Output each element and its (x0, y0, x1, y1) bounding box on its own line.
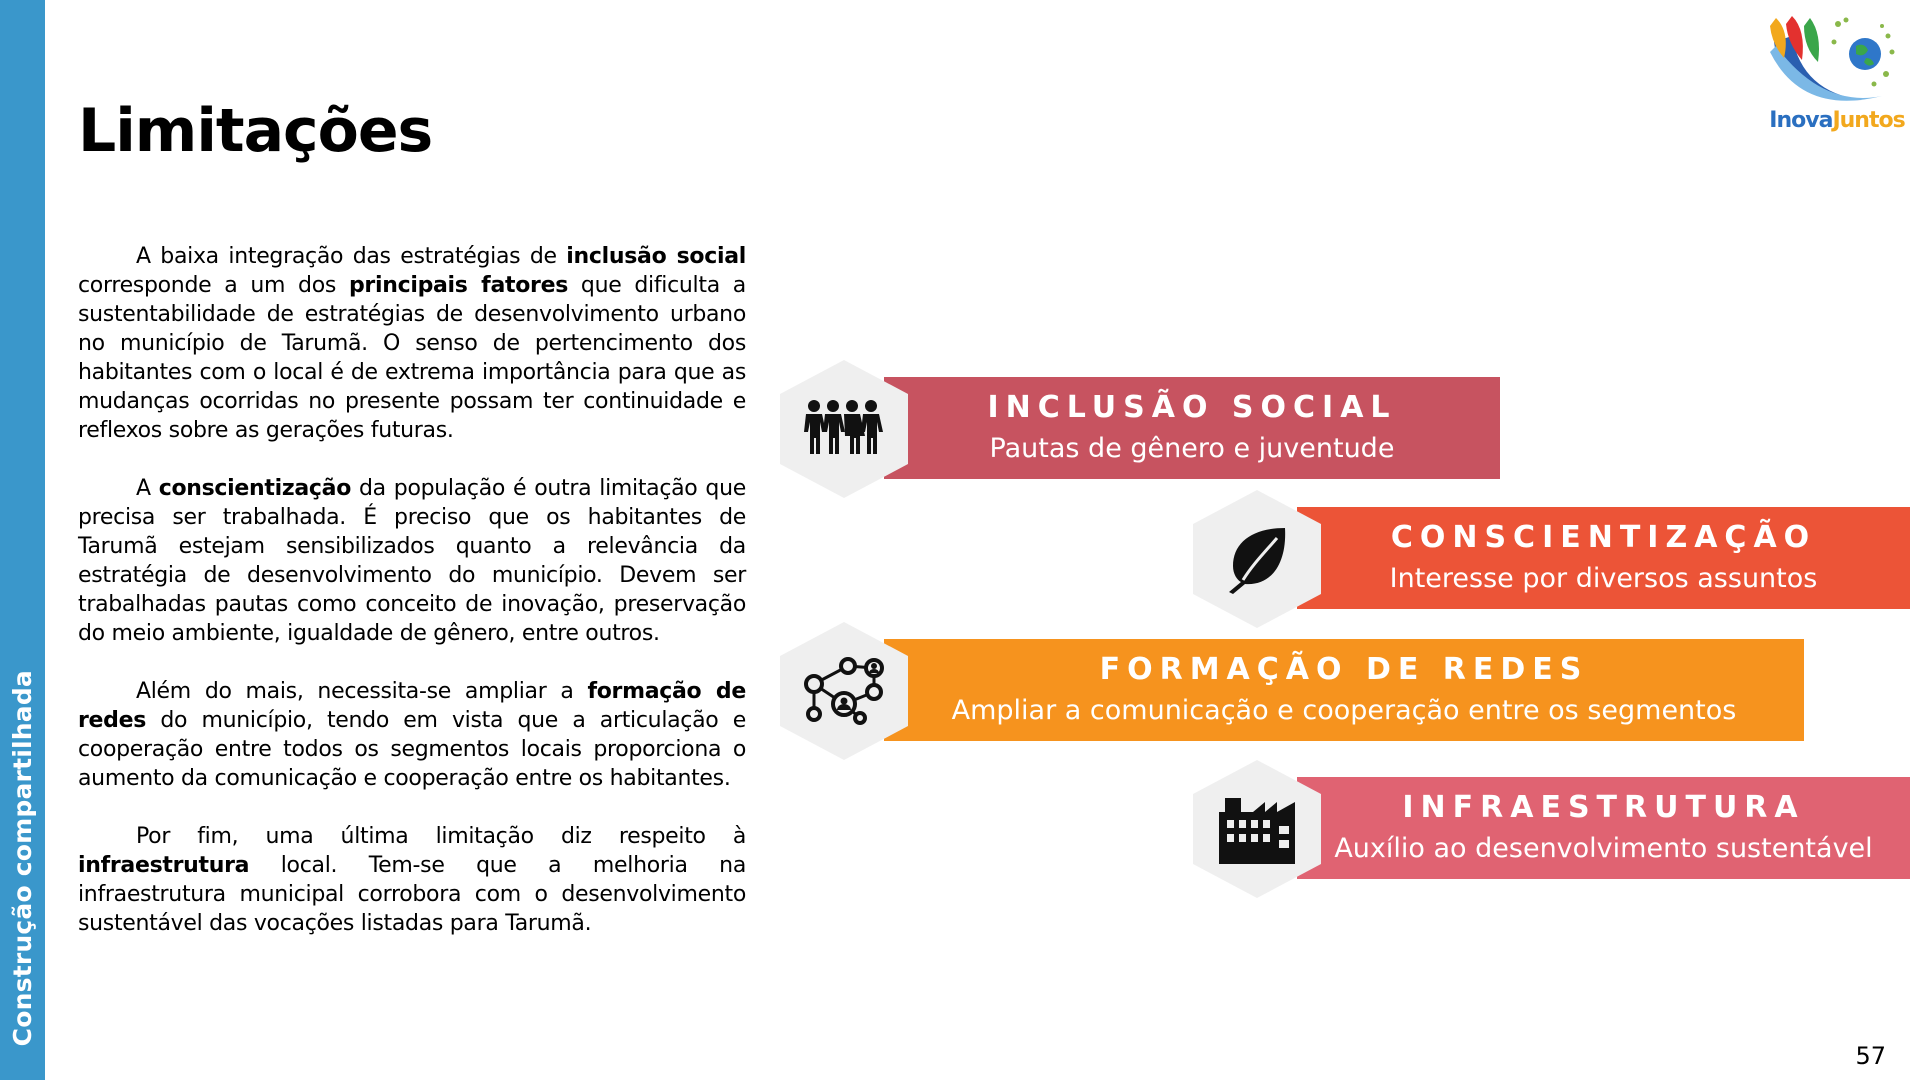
hexagon-badge (1193, 490, 1321, 628)
banner-subtitle: Auxílio ao desenvolvimento sustentável (1334, 832, 1873, 864)
paragraph-text: Por fim, uma última limitação diz respeito à (136, 824, 746, 849)
banner-infraestrutura (1297, 777, 1910, 879)
paragraph-text: Além do mais, necessita-se ampliar a (136, 679, 588, 704)
paragraph-text: corresponde a um dos (78, 273, 349, 298)
paragraph-conscientizacao (78, 474, 746, 648)
banner-title: INFRAESTRUTURA (1402, 789, 1805, 825)
people-group-icon (800, 394, 888, 464)
banner-conscientizacao (1297, 507, 1910, 609)
body-text (78, 242, 746, 967)
banner-inclusao-social (884, 377, 1500, 479)
banner-formacao-de-redes (884, 639, 1804, 741)
hexagon-badge (780, 360, 908, 498)
logo-wordmark (1762, 108, 1912, 133)
paragraph-text: A baixa integração das estratégias de (136, 244, 567, 269)
hexagon-badge (1193, 760, 1321, 898)
banner-title: INCLUSÃO SOCIAL (987, 389, 1397, 425)
paragraph-text: A (136, 476, 159, 501)
paragraph-text: local. Tem-se que a melhoria na infraestrutura municipal corrobora com o desenvolvimento sustentável das vocações listadas para Tarumã. (78, 853, 746, 936)
logo-graphic (1762, 12, 1912, 112)
banner-subtitle: Pautas de gênero e juventude (989, 432, 1395, 464)
paragraph-text: da população é outra limitação que precisa ser trabalhada. É preciso que os habitantes de Tarumã estejam sensibilizados quanto a relevância da estratégia de desenvolvimento do município. Devem ser trabalhadas pautas como conceito de inovação, preservação do meio ambiente, igualdade de gênero, entre outros. (78, 476, 746, 646)
banner-title: FORMAÇÃO DE REDES (1099, 651, 1589, 687)
paragraph-emphasis: conscientização (158, 476, 352, 501)
paragraph-infraestrutura (78, 822, 746, 938)
factory-icon (1213, 794, 1301, 864)
logo-word-juntos: Juntos (1832, 108, 1905, 133)
page-title: Limitações (78, 96, 433, 166)
sidebar-section-label-wrapper (0, 0, 45, 1080)
logo-word-inova: Inova (1769, 108, 1833, 133)
paragraph-emphasis: inclusão social (566, 244, 746, 269)
banner-subtitle: Interesse por diversos assuntos (1389, 562, 1818, 594)
sidebar-section-label: Construção compartilhada (8, 669, 37, 1046)
paragraph-inclusao (78, 242, 746, 445)
leaf-icon (1213, 524, 1301, 594)
paragraph-redes (78, 677, 746, 793)
banner-title: CONSCIENTIZAÇÃO (1390, 519, 1817, 555)
banner-subtitle: Ampliar a comunicação e cooperação entre os segmentos (951, 694, 1737, 726)
network-icon (800, 656, 888, 726)
paragraph-emphasis: infraestrutura (78, 853, 250, 878)
paragraph-emphasis: formação de redes (78, 679, 746, 733)
page-number: 57 (1855, 1042, 1886, 1070)
hexagon-badge (780, 622, 908, 760)
paragraph-emphasis: principais fatores (348, 273, 568, 298)
paragraph-text: do município, tendo em vista que a articulação e cooperação entre todos os segmentos locais proporciona o aumento da comunicação e cooperação entre os habitantes. (78, 708, 746, 791)
paragraph-text: que dificulta a sustentabilidade de estratégias de desenvolvimento urbano no município de Tarumã. O senso de pertencimento dos habitantes com o local é de extrema importância para que as mudanças ocorridas no presente possam ter continuidade e reflexos sobre as gerações futuras. (78, 273, 746, 443)
inova-juntos-logo (1762, 12, 1912, 136)
